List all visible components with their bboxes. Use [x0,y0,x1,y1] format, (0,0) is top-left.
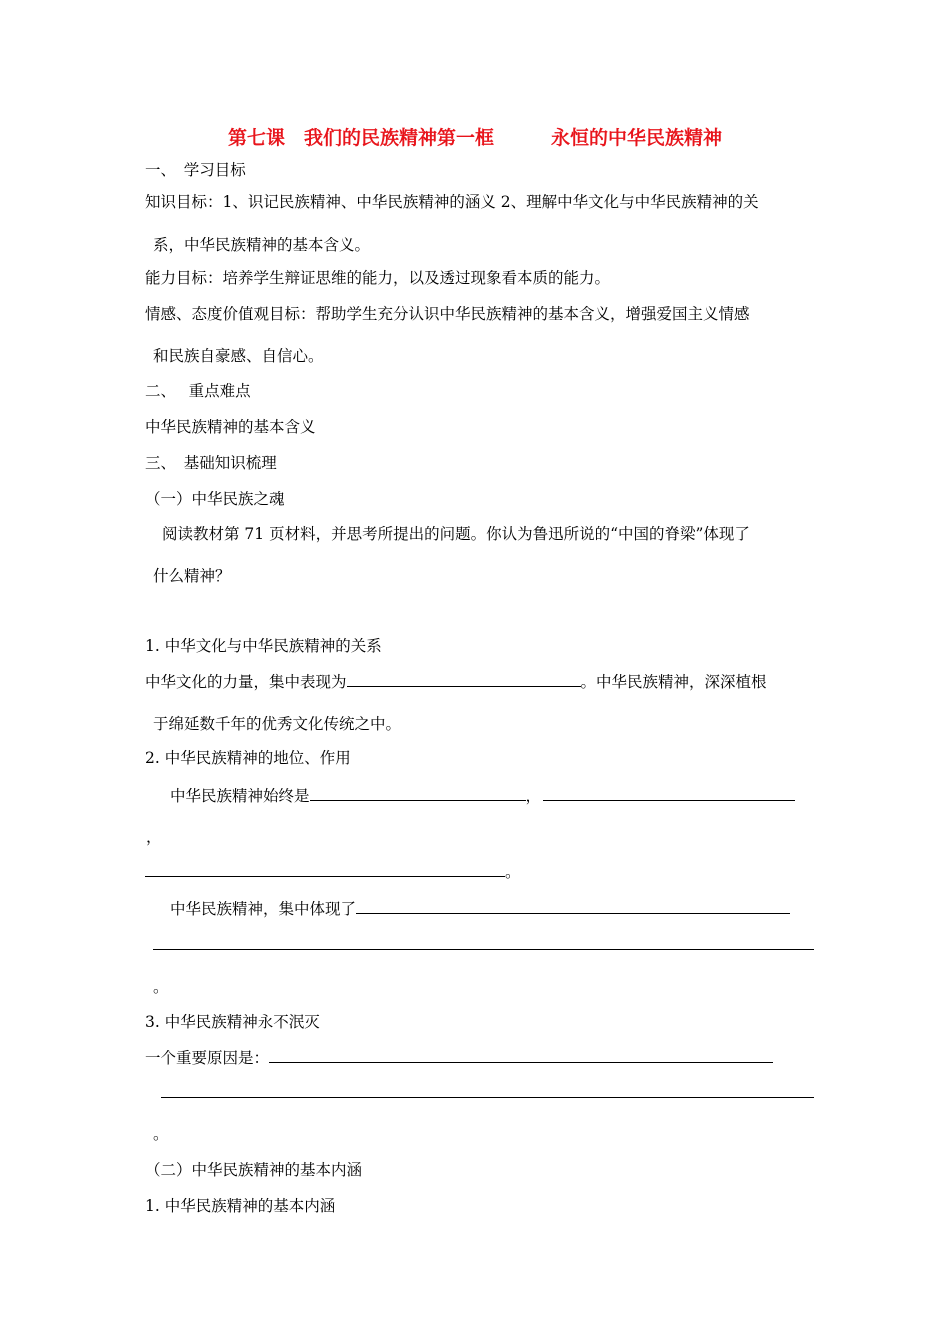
fill-blank[interactable] [356,899,790,914]
item2-fill-line-2 [145,862,521,882]
item3-fill-line [145,1048,773,1068]
fill-blank[interactable] [269,1048,773,1063]
item1-text-continuation: 于绵延数千年的优秀文化传统之中。 [153,715,402,733]
item2-fill-line [170,786,795,806]
fill-blank[interactable] [347,672,581,687]
fill-blank[interactable] [310,786,526,801]
period: 。 [153,978,169,996]
item1-text-prefix: 中华文化的力量，集中表现为 [145,673,347,691]
period: 。 [153,1125,169,1143]
fill-blank[interactable] [145,862,505,877]
reading-prompt-line1: 阅读教材第 71 页材料，并思考所提出的问题。你认为鲁迅所说的“中国的脊梁”体现了 [162,525,750,543]
item2-text-prefix: 中华民族精神始终是 [170,787,310,805]
emotion-goal-line2: 和民族自豪感、自信心。 [153,347,324,365]
item2-fill-line-3 [170,899,790,919]
comma: ， [146,828,162,846]
item3-heading: 3. 中华民族精神永不泯灭 [145,1013,320,1031]
fill-blank[interactable] [161,1097,814,1098]
item3-text-prefix: 一个重要原因是： [145,1049,270,1067]
item1-fill-line [145,672,767,692]
section-heading-basics: 三、 基础知识梳理 [145,454,277,472]
emotion-goal-line1: 情感、态度价值观目标：帮助学生充分认识中华民族精神的基本含义，增强爱国主义情感 [145,305,750,323]
ability-goal: 能力目标：培养学生辩证思维的能力，以及透过现象看本质的能力。 [145,269,611,287]
knowledge-goal-line1: 知识目标：1、识记民族精神、中华民族精神的涵义 2、理解中华文化与中华民族精神的关 [145,193,759,211]
section-heading-goals: 一、 学习目标 [145,161,246,179]
page-title: 第七课 我们的民族精神第一框 永恒的中华民族精神 [227,127,722,149]
period: 。 [505,863,521,881]
item1-heading: 1. 中华文化与中华民族精神的关系 [145,637,382,655]
fill-blank[interactable] [153,949,814,950]
section-heading-key-points: 二、 重点难点 [145,382,251,400]
comma: ， [525,787,542,805]
fill-blank[interactable] [543,786,795,801]
item2-heading: 2. 中华民族精神的地位、作用 [145,749,351,767]
sub2-item1: 1. 中华民族精神的基本内涵 [145,1197,336,1215]
reading-prompt-line2: 什么精神？ [153,567,231,585]
item1-text-suffix: 。中华民族精神，深深植根 [580,673,767,691]
item2-text-b: 中华民族精神，集中体现了 [170,900,357,918]
knowledge-goal-line2: 系，中华民族精神的基本含义。 [153,236,371,254]
subsection-heading-soul: （一）中华民族之魂 [145,490,285,508]
subsection-heading-connotation: （二）中华民族精神的基本内涵 [145,1161,363,1179]
key-point-text: 中华民族精神的基本含义 [145,418,316,436]
